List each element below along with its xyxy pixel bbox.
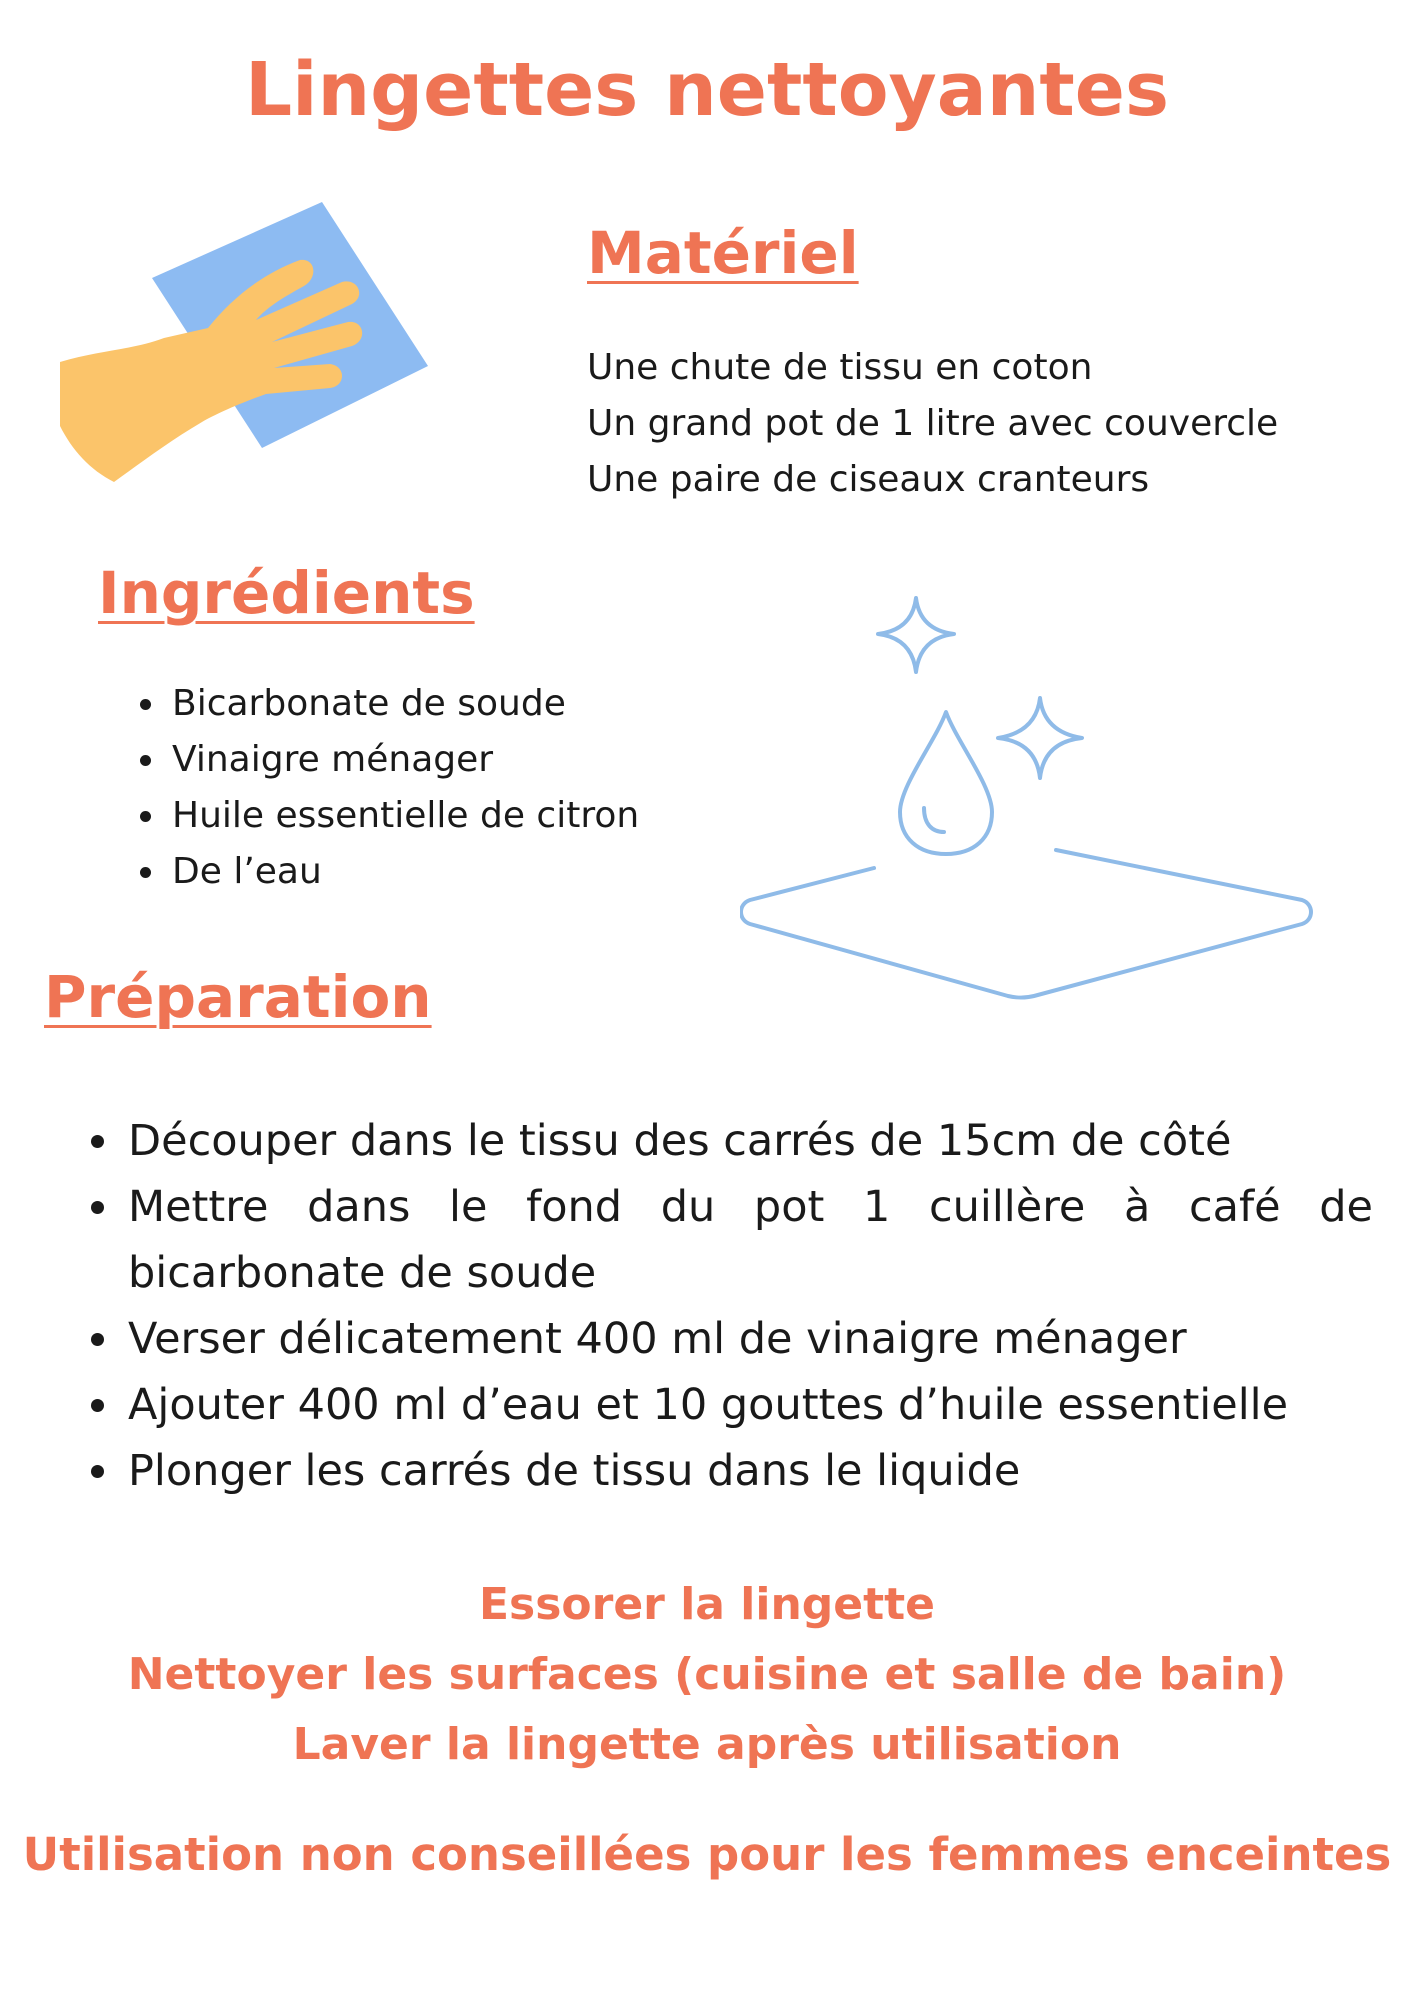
tip-line: Nettoyer les surfaces (cuisine et salle de bain)	[127, 1649, 1287, 1700]
list-item: Une paire de ciseaux cranteurs	[587, 459, 1150, 500]
list-item: • Vinaigre ménager	[168, 732, 639, 788]
list-item: • Découper dans le tissu des carrés de 15cm de côté	[124, 1108, 1373, 1174]
warning-text: Utilisation non conseillées pour les femmes enceintes	[22, 1828, 1392, 1881]
glove-wiping-cloth-icon	[60, 200, 440, 490]
list-item: • Huile essentielle de citron	[168, 788, 639, 844]
list-item: • Bicarbonate de soude	[168, 676, 639, 732]
ingredients-list	[128, 676, 639, 900]
page-title: Lingettes nettoyantes	[244, 47, 1170, 133]
list-item: • Ajouter 400 ml d’eau et 10 gouttes d’huile essentielle	[124, 1372, 1373, 1438]
clean-surface-drop-sparkle-icon	[740, 590, 1320, 1010]
materiel-list	[587, 340, 1278, 508]
list-item: Un grand pot de 1 litre avec couvercle	[587, 403, 1279, 444]
tip-line: Essorer la lingette	[478, 1579, 936, 1630]
list-item: Une chute de tissu en coton	[587, 347, 1093, 388]
list-item: • Plonger les carrés de tissu dans le liquide	[124, 1438, 1373, 1504]
usage-tips	[0, 1570, 1414, 1780]
preparation-heading: Préparation	[44, 963, 432, 1031]
ingredients-heading: Ingrédients	[98, 559, 475, 627]
preparation-list	[80, 1108, 1373, 1504]
list-item: • De l’eau	[168, 844, 639, 900]
materiel-heading: Matériel	[587, 219, 859, 287]
list-item: • Mettre dans le fond du pot 1 cuillère à café de bicarbonate de soude	[124, 1174, 1373, 1306]
list-item: • Verser délicatement 400 ml de vinaigre ménager	[124, 1306, 1373, 1372]
tip-line: Laver la lingette après utilisation	[292, 1719, 1122, 1770]
